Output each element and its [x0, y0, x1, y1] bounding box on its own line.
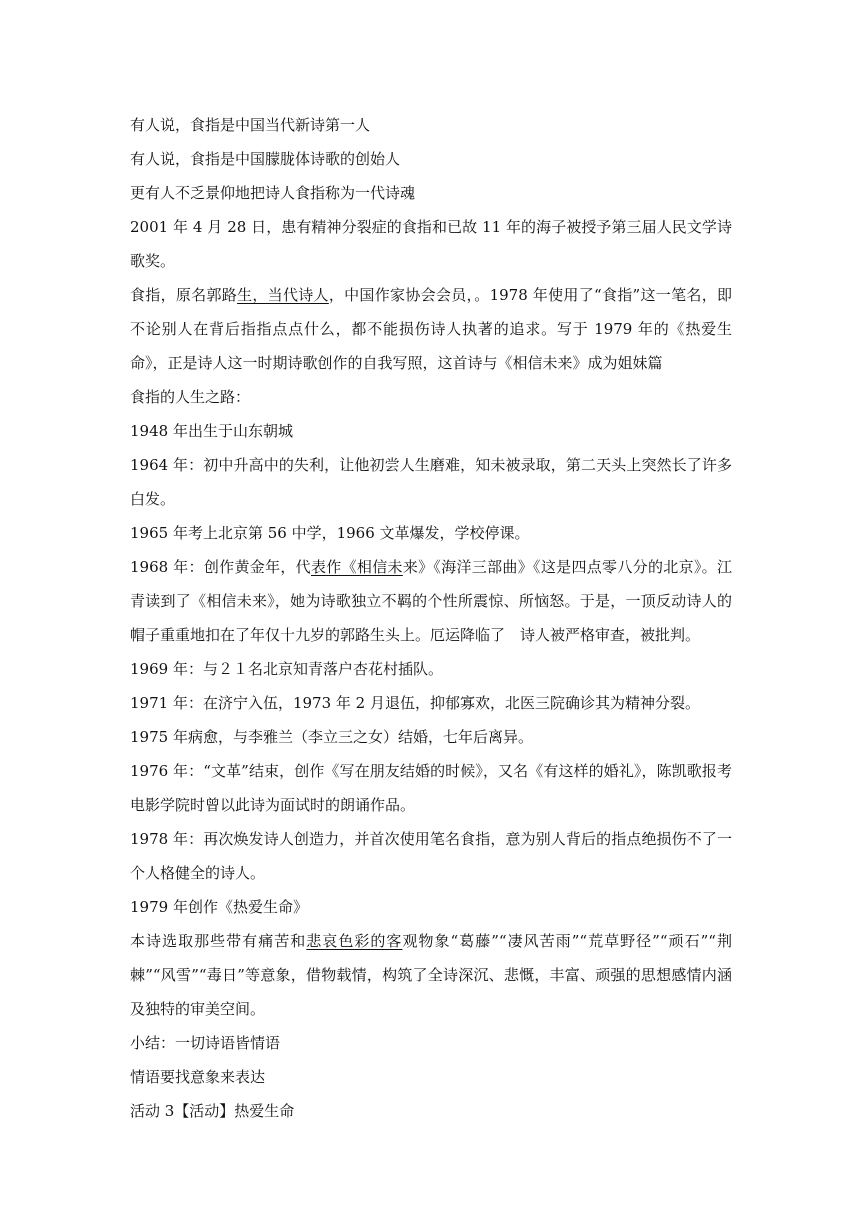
paragraph-poem-analysis — [130, 924, 732, 1026]
underlined-text: 悲哀色彩的客 — [306, 932, 403, 950]
timeline-1971: 1971 年：在济宁入伍，1973 年 2 月退伍，抑郁寡欢，北医三院确诊其为精神分裂。 — [130, 694, 700, 712]
paragraph-biography — [130, 278, 732, 380]
paragraph-summary: 小结：一切诗语皆情语 — [130, 1034, 281, 1052]
paragraph-intro-2: 有人说，食指是中国朦胧体诗歌的创始人 — [130, 150, 401, 168]
timeline-1964: 1964 年：初中升高中的失利，让他初尝人生磨难，知未被录取，第二天头上突然长了许多白发。 — [130, 456, 732, 508]
text-span: 观物象“葛藤”“凄风苦雨”“荒草野径”“顽石”“荆棘”“风雪”“毒日”等意象，借物载情，构筑了全诗深沉、悲慨，丰富、顽强的思想感情内涵及独特的审美空间。 — [130, 932, 732, 1018]
underlined-text: 表作《相信未 — [310, 558, 403, 576]
timeline-1969: 1969 年：与２１名北京知青落户杏花村插队。 — [130, 660, 443, 678]
paragraph-intro-3: 更有人不乏景仰地把诗人食指称为一代诗魂 — [130, 184, 416, 202]
paragraph-award: 2001 年 4 月 28 日，患有精神分裂症的食指和已故 11 年的海子被授予第三届人民文学诗歌奖。 — [130, 218, 732, 270]
text-span: 本诗选取那些带有痛苦和 — [130, 932, 307, 950]
timeline-1975: 1975 年病愈，与李雅兰（李立三之女）结婚，七年后离异。 — [130, 728, 533, 746]
text-span: 食指，原名郭路 — [130, 286, 238, 304]
text-span: 来》《海洋三部曲》《这是四点零八分的北京》。江青读到了《相信未来》，她为诗歌独立不羁的个性所震惊、所恼怒。于是，一顶反动诗人的帽子重重地扣在了年仅十九岁的郭路生头上。厄运降临了 诗人被严格审查，被批判。 — [130, 558, 732, 644]
timeline-1978: 1978 年：再次焕发诗人创造力，并首次使用笔名食指，意为别人背后的指点绝损伤不了一个人格健全的诗人。 — [130, 830, 732, 882]
timeline-1979: 1979 年创作《热爱生命》 — [130, 898, 308, 916]
paragraph-activity: 活动 3【活动】热爱生命 — [130, 1102, 295, 1120]
paragraph-life-heading: 食指的人生之路： — [130, 388, 251, 406]
timeline-1968 — [130, 550, 732, 652]
paragraph-intro-1: 有人说，食指是中国当代新诗第一人 — [130, 116, 371, 134]
underlined-text: 生，当代诗人 — [237, 286, 329, 304]
document-body — [130, 108, 732, 1128]
text-span: 1968 年：创作黄金年，代 — [130, 558, 311, 576]
timeline-1948: 1948 年出生于山东朝城 — [130, 422, 293, 440]
timeline-1965: 1965 年考上北京第 56 中学，1966 文革爆发，学校停课。 — [130, 524, 530, 542]
text-span: ，中国作家协会会员，。1978 年使用了“食指”这一笔名，即不论别人在背后指指点点什么，都不能损伤诗人执著的追求。写于 1979 年的《热爱生命》，正是诗人这一时期诗歌创作的自我写照，这首诗与《相信未来》成为姐妹篇 — [130, 286, 732, 372]
paragraph-summary-2: 情语要找意象来表达 — [130, 1068, 266, 1086]
timeline-1976: 1976 年：“文革”结束，创作《写在朋友结婚的时候》，又名《有这样的婚礼》，陈凯歌报考电影学院时曾以此诗为面试时的朗诵作品。 — [130, 762, 732, 814]
